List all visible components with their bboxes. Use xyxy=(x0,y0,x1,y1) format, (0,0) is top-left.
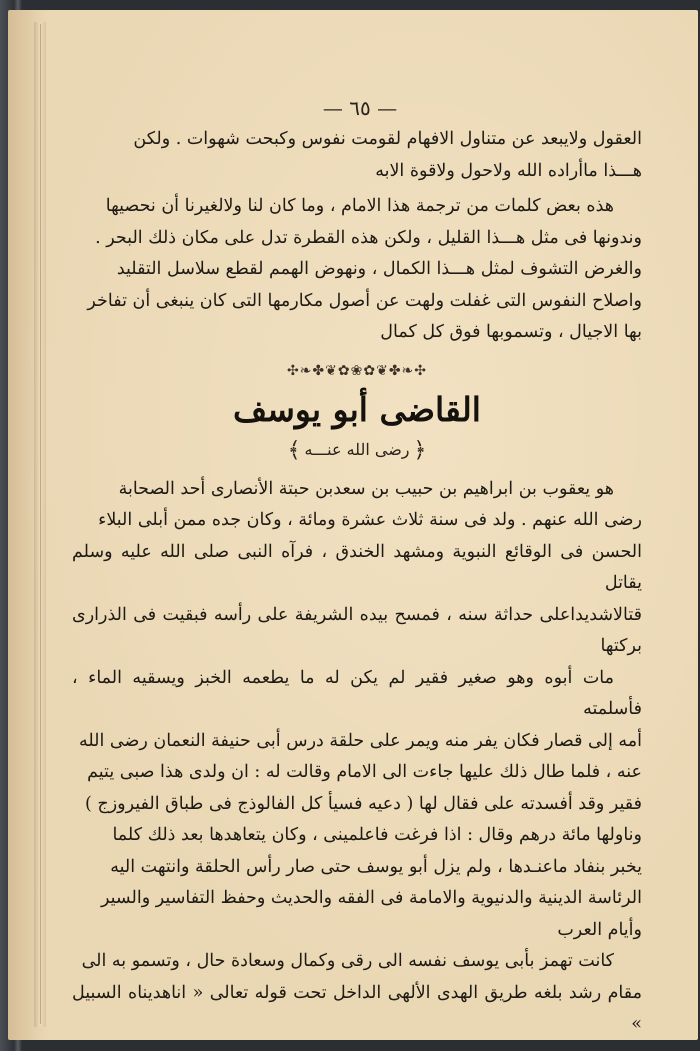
text-line: وندونها فى مثل هـــذا القليل ، ولكن هذه القطرة تدل على مكان ذلك البحر . xyxy=(95,227,642,248)
text-line: وناولها مائة درهم وقال : اذا فرغت فاعلمينى ، وكان يتعاهدها بعد ذلك كلما xyxy=(112,825,642,845)
text-line: رضى الله عنهم . ولد فى سنة ثلاث عشرة ومائة ، وكان جده ممن أبلى البلاء xyxy=(98,510,642,530)
text-line: الحسن فى الوقائع النبوية ومشهد الخندق ، فرآه النبى صلى الله عليه وسلم يقاتل xyxy=(72,541,642,593)
text-line: العقول ولايبعد عن متناول الافهام لقومت نفوس وكبحت شهوات . ولكن xyxy=(133,129,642,149)
ornate-bracket-open: ﴿ xyxy=(413,437,427,463)
text-line: هـــذا ماأراده الله ولاحول ولاقوة الابه xyxy=(375,160,642,181)
page-content xyxy=(72,124,642,1041)
text-line: عنه ، فلما طال ذلك عليها جاءت الى الامام وقالت له : ان ولدى هذا صبى يتيم xyxy=(87,762,642,782)
text-line: بها الاجيال ، وتسموبها فوق كل كمال xyxy=(380,322,642,342)
section-title: القاضى أبو يوسف xyxy=(233,389,481,429)
text-line: وأيام العرب xyxy=(557,919,642,940)
text-line: واصلاح النفوس التى غفلت ولهت عن أصول مكارمها التى كان ينبغى أن تفاخر xyxy=(87,290,642,311)
text-line: فقير وقد أفسدته على فقال لها ( دعيه فسيأ كل الفالوذج فى طباق الفيروزج ) xyxy=(85,793,642,814)
subtitle-text: رضى الله عنـــه xyxy=(304,439,410,459)
paragraph-1 xyxy=(72,124,642,187)
page-number: — ٦٥ — xyxy=(322,96,398,120)
section-divider-ornament: ✣❧✤❦✿❀✿❦✤❧✣ xyxy=(286,362,428,379)
text-line: الرئاسة الدينية والدنيوية والامامة فى الفقه والحديث وحفظ التفاسير والسير xyxy=(101,888,642,908)
text-line: يخبر بنفاد ماعنـدها ، ولم يزل أبو يوسف حتى صار رأس الحلقة وانتهت اليه xyxy=(110,856,642,877)
text-line: أمه إلى قصار فكان يفر منه ويمر على حلقة درس أبى حنيفة النعمان رضى الله xyxy=(78,730,642,751)
text-line: هذه بعض كلمات من ترجمة هذا الامام ، وما كان لنا ولالغيرنا أن نحصيها xyxy=(105,196,614,216)
paragraph-5 xyxy=(72,946,642,1041)
text-line: كانت تهمز بأبى يوسف نفسه الى رقى وكمال وسعادة حال ، وتسمو به الى xyxy=(81,951,614,971)
text-line: والغرض التشوف لمثل هـــذا الكمال ، ونهوض الهمم لقطع سلاسل التقليد xyxy=(116,259,642,279)
section-subtitle xyxy=(72,437,642,464)
paragraph-4 xyxy=(72,663,642,947)
text-line: قتالاشديداعلى حداثة سنه ، فمسح بيده الشريفة على رأسه فبقيت فى الذرارى بركتها xyxy=(72,604,642,656)
paragraph-2 xyxy=(72,191,642,349)
paragraph-3 xyxy=(72,474,642,663)
text-line: مات أبوه وهو صغير فقير لم يكن له ما يطعمه الخبز ويسقيه الماء ، فأسلمته xyxy=(72,667,642,719)
text-line: هو يعقوب بن ابراهيم بن حبيب بن سعدبن حبتة الأنصارى أحد الصحابة xyxy=(118,478,614,499)
ornate-bracket-close: ﴾ xyxy=(287,437,301,463)
text-line: مقام رشد بلغه طريق الهدى الألهى الداخل تحت قوله تعالى « اناهديناه السبيل » xyxy=(72,982,642,1034)
page-edge-line xyxy=(40,24,41,1024)
